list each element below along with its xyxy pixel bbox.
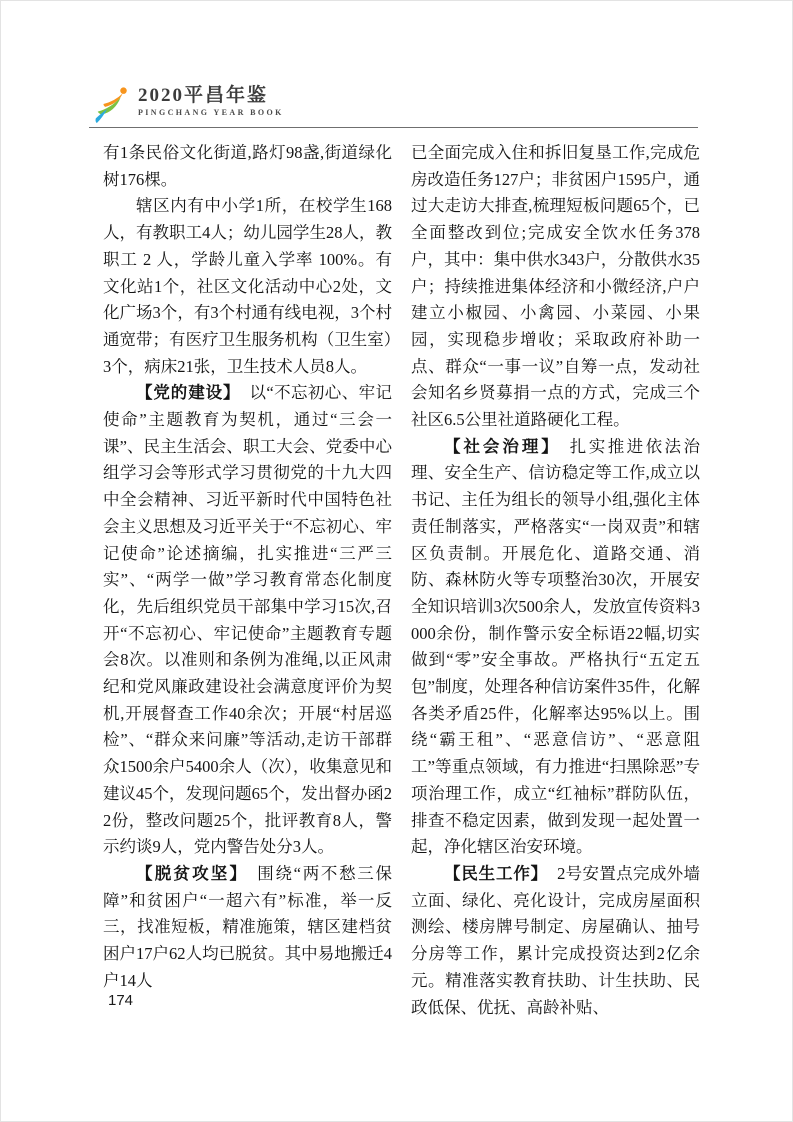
right-column <box>411 140 700 1021</box>
section-livelihood-work-label: 【民生工作】 <box>444 864 549 883</box>
section-party-building-text: 以“不忘初心、牢记使命”主题教育为契机，通过“三会一课”、民主生活会、职工大会、党委中心组学习会等形式学习贯彻党的十九大四中全会精神、习近平新时代中国特色社会主义思想及习近平关于“不忘初心、牢记使命”论述摘编，扎实推进“三严三实”、“两学一做”学习教育常态化制度化，先后组织党员干部集中学习15次,召开“不忘初心、牢记使命”主题教育专题会8次。以准则和条例为准绳,以正风肃纪和党风廉政建设社会满意度评价为契机,开展督查工作40余次；开展“村居巡检”、“群众来问廉”等活动,走访干部群众1500余户5400余人（次），收集意见和建议45个，发现问题65个，发出督办函22份，整改问题25个，批评教育8人，警示约谈9人，党内警告处分3人。 <box>103 383 392 857</box>
section-party-building-label: 【党的建设】 <box>136 384 241 403</box>
section-social-governance-label: 【社会治理】 <box>444 437 561 456</box>
yearbook-logo-icon <box>91 84 135 126</box>
yearbook-title: 2020平昌年鉴 <box>138 85 269 106</box>
paragraph-street-culture: 有1条民俗文化街道,路灯98盏,街道绿化树176棵。 <box>103 143 392 189</box>
section-livelihood-work <box>411 861 700 1021</box>
paragraph-education-health: 辖区内有中小学1所，在校学生168人，有教职工4人；幼儿园学生28人，教职工 2 人，学龄儿童入学率 100%。有文化站1个，社区文化活动中心2处，文化广场3个，有3个村通有线电视，3个村通宽带；有医疗卫生服务机构（卫生室）3个，病床21张，卫生技术人员8人。 <box>103 196 392 376</box>
section-social-governance <box>411 434 700 861</box>
section-poverty-alleviation <box>103 861 392 995</box>
left-column <box>103 140 392 995</box>
header-divider <box>89 127 698 128</box>
yearbook-subtitle: PINGCHANG YEAR BOOK <box>138 108 284 117</box>
page-number: 174 <box>108 992 134 1009</box>
page-header <box>91 84 284 126</box>
section-party-building <box>103 380 392 861</box>
section-social-governance-text: 扎实推进依法治理、安全生产、信访稳定等工作,成立以书记、主任为组长的领导小组,强化主体责任制落实，严格落实“一岗双责”和辖区负责制。开展危化、道路交通、消防、森林防火等专项整治30次，开展安全知识培训3次500余人，发放宣传资料3000余份，制作警示安全标语22幅,切实做到“零”安全事故。严格执行“五定五包”制度，处理各种信访案件35件，化解各类矛盾25件，化解率达95%以上。围绕“霸王租”、“恶意信访”、“恶意阻工”等重点领域，有力推进“扫黑除恶”专项治理工作，成立“红袖标”群防队伍，排查不稳定因素，做到发现一起处置一起，净化辖区治安环境。 <box>411 436 700 857</box>
section-poverty-alleviation-label: 【脱贫攻坚】 <box>136 864 249 883</box>
section-poverty-alleviation-text: 围绕“两不愁三保障”和贫困户“一超六有”标准，举一反三，找准短板，精准施策，辖区建档贫困户17户62人均已脱贫。其中易地搬迁4户14人 <box>103 863 393 990</box>
paragraph-poverty-continuation: 已全面完成入住和拆旧复垦工作,完成危房改造任务127户；非贫困户1595户，通过大走访大排查,梳理短板问题65个，已全面整改到位;完成安全饮水任务378户，其中：集中供水343户，分散供水35户；持续推进集体经济和小微经济,户户建立小椒园、小禽园、小菜园、小果园，实现稳步增收；采取政府补助一点、群众“一事一议”自筹一点，发动社会知名乡贤募捐一点的方式，完成三个社区6.5公里社道路硬化工程。 <box>411 143 700 430</box>
section-livelihood-work-text: 2号安置点完成外墙立面、绿化、亮化设计，完成房屋面积测绘、楼房牌号制定、房屋确认、抽号分房等工作，累计完成投资达到2亿余元。精准落实教育扶助、计生扶助、民政低保、优抚、高龄补贴、 <box>411 863 701 1017</box>
logo-title-block <box>138 86 284 117</box>
